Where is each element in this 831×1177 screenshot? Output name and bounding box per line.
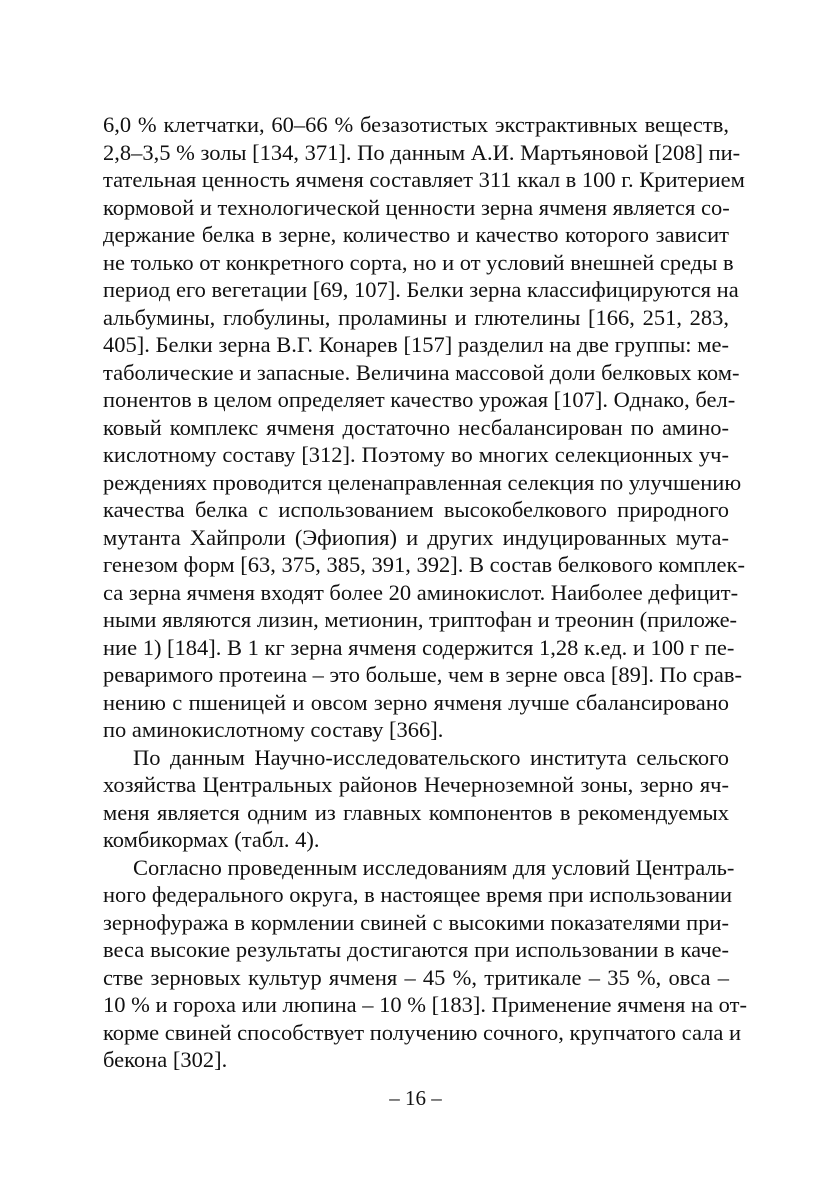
text-line: ковый комплекс ячменя достаточно несбалансирован по амино- bbox=[103, 414, 729, 440]
text-line: ние 1) [184]. В 1 кг зерна ячменя содержится 1,28 к.ед. и 100 г пе- bbox=[103, 634, 735, 660]
text-line: корме свиней способствует получению сочного, крупчатого сала и bbox=[103, 1019, 742, 1045]
text-line: понентов в целом определяет качество урожая [107]. Однако, бел- bbox=[103, 387, 736, 412]
text-line: са зерна ячменя входят более 20 аминокислот. Наиболее дефицит- bbox=[103, 579, 739, 605]
text-line: не только от конкретного сорта, но и от условий внешней среды в bbox=[103, 249, 734, 275]
text-line: веса высокие результаты достигаются при использовании в каче- bbox=[103, 937, 729, 962]
text-line: таболические и запасные. Величина массовой доли белковых ком- bbox=[103, 359, 740, 385]
text-line: по аминокислотному составу [366]. bbox=[103, 717, 444, 742]
paragraph-2 bbox=[103, 744, 729, 854]
text-line: альбумины, глобулины, проламины и глютелины [166, 251, 283, bbox=[103, 304, 729, 330]
text-line: ными являются лизин, метионин, триптофан и треонин (приложе- bbox=[103, 607, 738, 632]
text-line: зернофуража в кормлении свиней с высокими показателями при- bbox=[103, 909, 729, 935]
text-line: стве зерновых культур ячменя – 45 %, тритикале – 35 %, овса – bbox=[103, 964, 729, 990]
text-line: меня является одним из главных компонентов в рекомендуемых bbox=[103, 799, 729, 825]
text-line: нению с пшеницей и овсом зерно ячменя лучше сбалансировано bbox=[103, 689, 729, 715]
page-body bbox=[103, 111, 747, 1074]
text-line: мутанта Хайпроли (Эфиопия) и других индуцированных мута- bbox=[103, 524, 729, 550]
text-line: По данным Научно-исследовательского института сельского bbox=[133, 744, 729, 770]
text-line: держание белка в зерне, количество и качество которого зависит bbox=[103, 222, 729, 247]
text-line: 2,8–3,5 % золы [134, 371]. По данным А.И. Мартьяновой [208] пи- bbox=[103, 139, 741, 165]
text-line: комбикормах (табл. 4). bbox=[103, 827, 320, 852]
text-line: период его вегетации [69, 107]. Белки зерна классифицируются на bbox=[103, 277, 739, 302]
text-line: генезом форм [63, 375, 385, 391, 392]. В состав белкового комплек- bbox=[103, 552, 745, 577]
text-line: хозяйства Центральных районов Нечерноземной зоны, зерно яч- bbox=[103, 772, 729, 797]
paragraph-3 bbox=[103, 854, 747, 1074]
page-number: – 16 – bbox=[389, 1086, 442, 1110]
text-line: тательная ценность ячменя составляет 311 ккал в 100 г. Критерием bbox=[103, 167, 745, 192]
text-line: 405]. Белки зерна В.Г. Конарев [157] разделил на две группы: ме- bbox=[103, 332, 729, 357]
text-line: реждениях проводится целенаправленная селекция по улучшению bbox=[103, 469, 742, 495]
paragraph-1 bbox=[103, 111, 745, 744]
text-line: 6,0 % клетчатки, 60–66 % безазотистых экстрактивных веществ, bbox=[103, 112, 729, 137]
text-line: 10 % и гороха или люпина – 10 % [183]. Применение ячменя на от- bbox=[103, 992, 747, 1017]
text-line: качества белка с использованием высокобелкового природного bbox=[103, 497, 729, 522]
text-line: бекона [302]. bbox=[103, 1047, 228, 1072]
text-line: ного федерального округа, в настоящее время при использовании bbox=[103, 882, 733, 907]
text-line: Согласно проведенным исследованиям для условий Централь- bbox=[133, 854, 735, 880]
text-line: кормовой и технологической ценности зерна ячменя является со- bbox=[103, 194, 730, 220]
text-line: реваримого протеина – это больше, чем в зерне овса [89]. По срав- bbox=[103, 662, 743, 687]
text-line: кислотному составу [312]. Поэтому во многих селекционных уч- bbox=[103, 442, 729, 467]
